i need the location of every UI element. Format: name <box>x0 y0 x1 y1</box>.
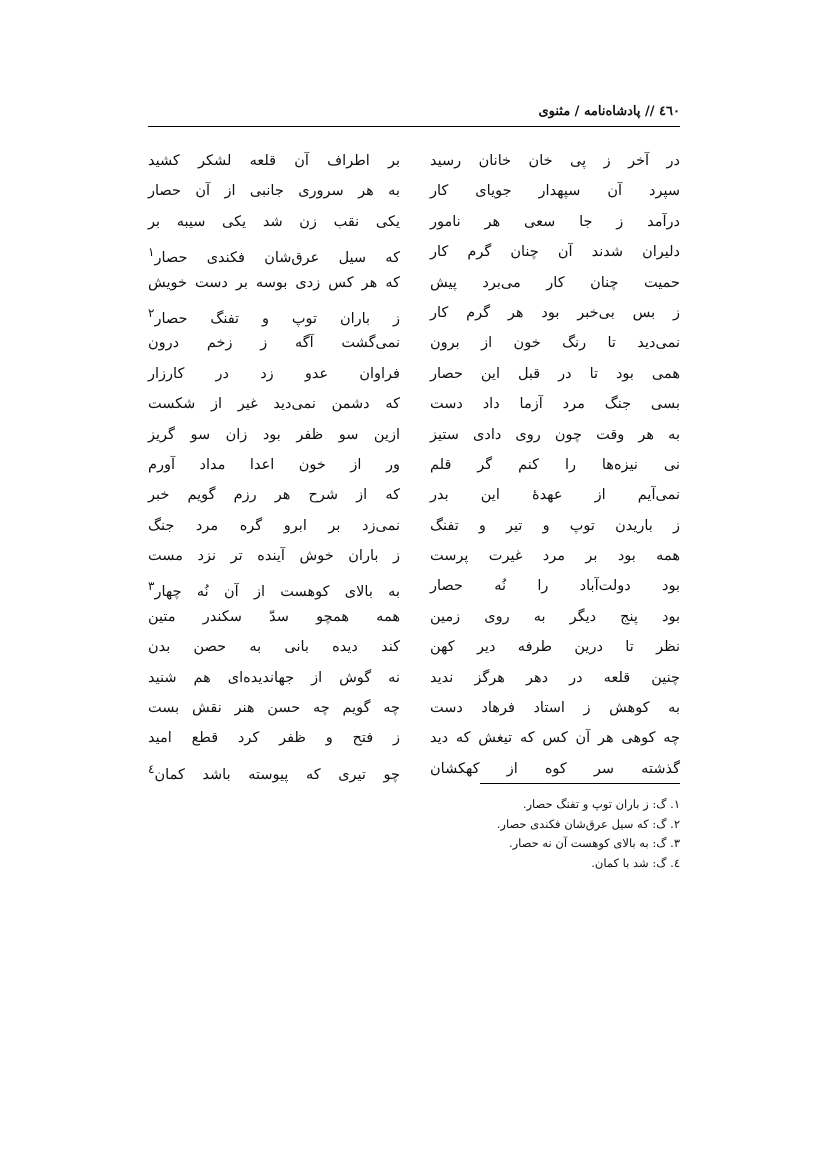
verse-line: بود پنج دیگر به روی زمین <box>430 608 680 625</box>
verse-line: که هر کس زدی بوسه بر دست خویش <box>148 274 400 291</box>
verse-line: همی بود تا در قبل این حصار <box>430 365 680 382</box>
verse-line: گذشته سر کوه از کهکشان <box>430 760 680 777</box>
verse-line: نه گوش از جهاندیده‌ای هم شنید <box>148 669 400 686</box>
verse-line: ز باریدن توپ و تیر و تفنگ <box>430 517 680 534</box>
verse-line: به هر سروری جانبی از آن حصار <box>148 183 400 200</box>
footnote-marker: ٣ <box>148 579 155 594</box>
verse-line: که دشمن نمی‌دید غیر از شکست <box>148 396 400 413</box>
footnote-marker: ٤ <box>148 761 155 776</box>
verse-line: ازین سو ظفر بود زان سو گریز <box>148 426 400 443</box>
verse-line: ز باران خوش آینده تر نزد مست <box>148 548 400 565</box>
footnote: ٢. گ: که سیل عرق‌شان فکندی حصار. <box>496 816 680 831</box>
verse-line: کند دیده بانی به حصن بدن <box>148 639 400 656</box>
verse-line: همه بود بر مرد غیرت پرست <box>430 548 680 565</box>
verse-line: یکی نقب زن شد یکی سیبه بر <box>148 213 400 230</box>
verse-line: بود دولت‌آباد را نُه حصار <box>430 578 680 595</box>
verse-line: سپرد آن سپهدار جویای کار <box>430 183 680 200</box>
running-head: ٤٦٠ // پادشاه‌نامه / مثنوی <box>538 104 680 119</box>
footnote-marker: ١ <box>148 245 155 260</box>
verse-line: ز فتح و ظفر کرد قطع امید <box>148 730 400 747</box>
verse-line: نمی‌دید تا رنگ خون از برون <box>430 335 680 352</box>
verse-text: چو تیری که پیوسته باشد کمان <box>154 766 400 783</box>
verse-line: نمی‌گشت آگه ز زخم درون <box>148 335 400 352</box>
verse-line: نمی‌آیم از عهدهٔ این بدر <box>430 487 680 504</box>
verse-line: همه همچو سدّ سکندر متین <box>148 608 400 625</box>
verse-line-with-note <box>148 571 400 601</box>
verse-line-with-note <box>148 754 400 784</box>
verse-line: که از شرح هر رزم گویم خبر <box>148 487 400 504</box>
verse-line: در آخر ز پی خان خانان رسید <box>430 153 680 169</box>
verse-text: به بالای کوهست از آن نُه چهار <box>154 584 400 601</box>
verse-line: به کوهش ز استاد فرهاد دست <box>430 700 680 717</box>
verse-column-right <box>430 146 680 784</box>
verse-line: نی نیزه‌ها را کنم گر قلم <box>430 456 680 473</box>
verse-line: درآمد ز جا سعی هر نامور <box>430 213 680 230</box>
verse-text: ز باران توپ و تفنگ حصار <box>154 310 400 327</box>
verse-line: بر اطراف آن قلعه لشکر کشید <box>148 153 400 169</box>
footnote-divider <box>480 783 680 784</box>
footnote: ١. گ: ز باران توپ و تفنگ حصار. <box>522 797 680 811</box>
verse-line-with-note <box>148 298 400 328</box>
verse-line: ز بس بی‌خبر بود هر گرم کار <box>430 304 680 321</box>
verse-line: فراوان عدو زد در کارزار <box>148 365 400 382</box>
verse-line: چنین قلعه در دهر هرگز ندید <box>430 669 680 686</box>
verse-column-left <box>148 146 400 784</box>
footnote-marker: ٢ <box>148 305 155 320</box>
verse-line: چه کوهی هر آن کس که تیغش که دید <box>430 730 680 747</box>
verse-line: چه گویم چه حسن هنر نقش بست <box>148 700 400 717</box>
verse-line: نمی‌زد بر ابرو گره مرد جنگ <box>148 517 400 534</box>
verse-line: به هر وقت چون روی دادی ستیز <box>430 426 680 443</box>
verse-line-with-note <box>148 237 400 267</box>
footnotes <box>340 795 680 873</box>
verse-line: نظر تا درین طرفه دیر کهن <box>430 639 680 656</box>
verse-line: ور از خون اعدا مداد آورم <box>148 456 400 473</box>
verse-line: دلیران شدند آن چنان گرم کار <box>430 244 680 261</box>
footnote: ٣. گ: به بالای کوهست آن نه حصار. <box>508 836 680 850</box>
verse-text: که سیل عرق‌شان فکندی حصار <box>154 250 400 266</box>
verse-line: حمیت چنان کار می‌برد پیش <box>430 274 680 291</box>
footnote: ٤. گ: شد با کمان. <box>591 855 680 870</box>
page-header <box>148 96 680 127</box>
verse-line: بسی جنگ مرد آزما داد دست <box>430 396 680 413</box>
